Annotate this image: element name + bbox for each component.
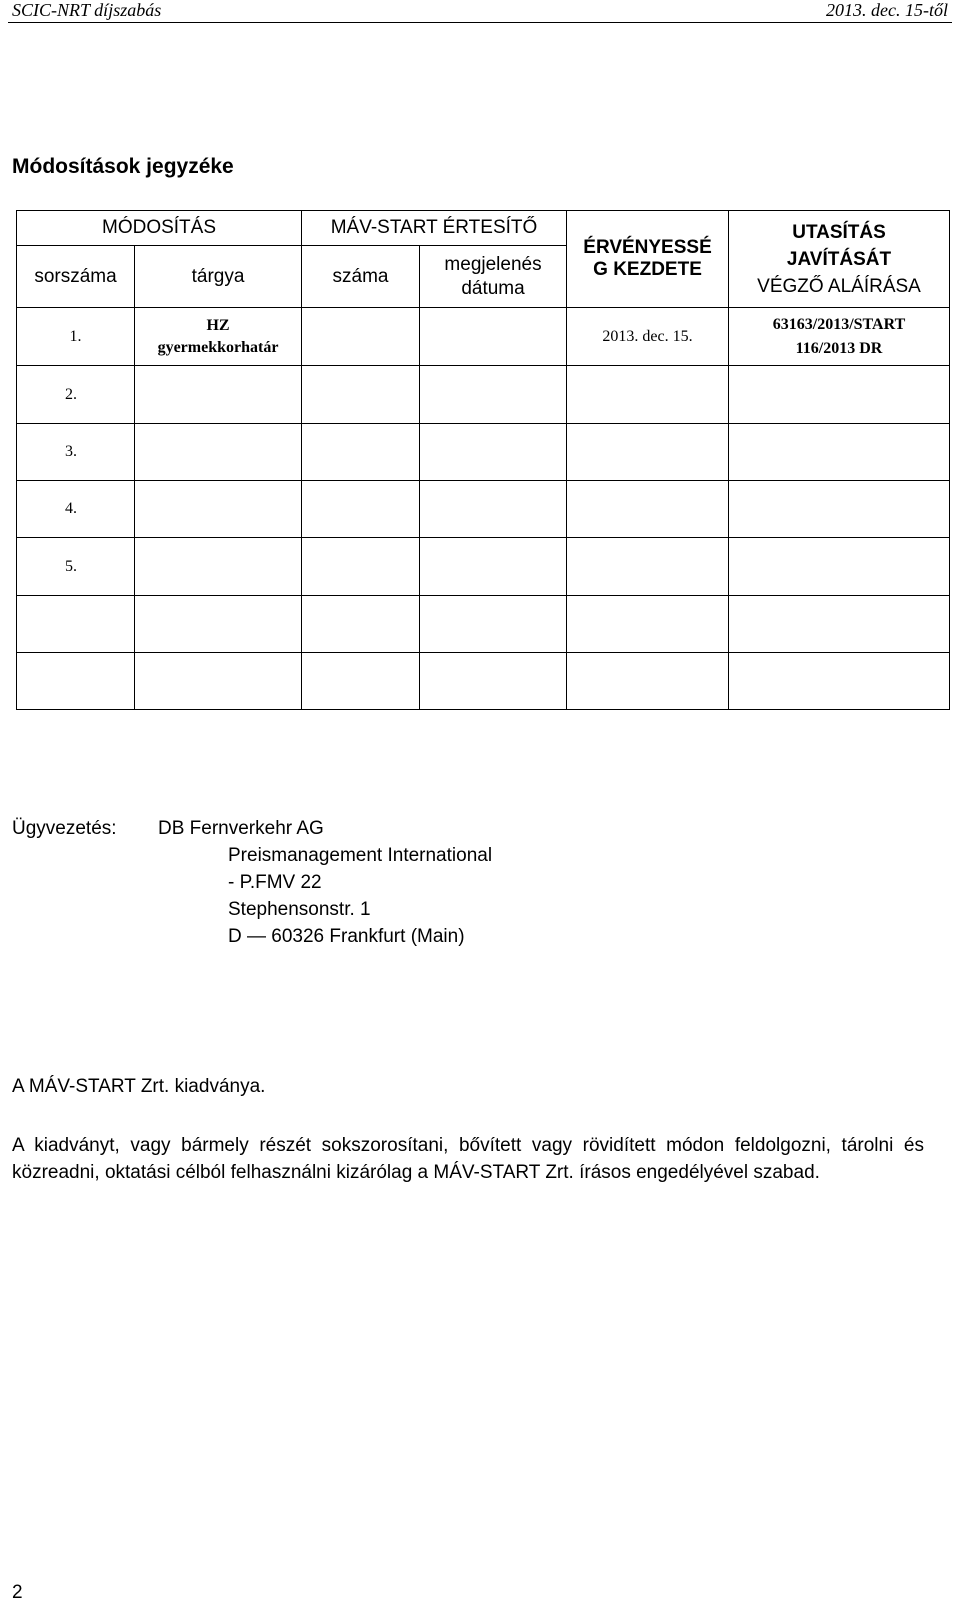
row1-targya-line1: HZ xyxy=(206,316,230,334)
table-row xyxy=(17,308,950,366)
table-row xyxy=(17,424,950,481)
management-label: Ügyvezetés: xyxy=(12,818,117,839)
row1-targya-line2: gyermekkorhatár xyxy=(157,338,279,356)
address-line: D — 60326 Frankfurt (Main) xyxy=(228,926,465,947)
header-utasitas-line3: VÉGZŐ ALÁÍRÁSA xyxy=(757,275,921,297)
header-megjelenes-line2: dátuma xyxy=(461,277,525,299)
copyright-notice: A kiadványt, vagy bármely részét sokszorosítani, bővített vagy rövidített módon feldolgozni, tárolni és közreadni, oktatási célból felhasználni kizárólag a MÁV-START Zrt. írásos engedélyével szabad. xyxy=(12,1135,924,1183)
header-targya: tárgya xyxy=(135,246,302,308)
changes-table xyxy=(16,210,950,710)
row3-num: 3. xyxy=(17,424,135,481)
header-szama: száma xyxy=(302,246,420,308)
row1-utasitas xyxy=(729,308,950,366)
row1-ervenyesseg: 2013. dec. 15. xyxy=(567,308,729,366)
management-address xyxy=(228,842,492,950)
header-utasitas-line1: UTASÍTÁS xyxy=(792,221,886,243)
row1-utasitas-line2: 116/2013 DR xyxy=(795,339,883,357)
table-row xyxy=(17,366,950,424)
address-line: Stephensonstr. 1 xyxy=(228,899,371,920)
header-sorszama: sorszáma xyxy=(17,246,135,308)
header-utasitas xyxy=(729,211,950,308)
row1-num: 1. xyxy=(17,308,135,366)
page-number: 2 xyxy=(12,1582,23,1603)
row1-targya xyxy=(135,308,302,366)
header-ervenyesseg-line2: G KEZDETE xyxy=(593,259,702,280)
page-header xyxy=(8,0,952,23)
address-line: Preismanagement International xyxy=(228,845,493,866)
header-ervenyesseg xyxy=(567,211,729,308)
table-row xyxy=(17,596,950,653)
table-row xyxy=(17,653,950,710)
publisher-line: A MÁV-START Zrt. kiadványa. xyxy=(12,1076,266,1097)
row2-num: 2. xyxy=(17,366,135,424)
header-megjelenes-line1: megjelenés xyxy=(444,253,542,275)
header-ertesito: MÁV-START ÉRTESÍTŐ xyxy=(302,211,567,246)
address-line: - P.FMV 22 xyxy=(228,872,322,893)
row1-megjelenes xyxy=(420,308,567,366)
header-utasitas-line2: JAVÍTÁSÁT xyxy=(786,248,892,270)
management-company: DB Fernverkehr AG xyxy=(158,818,324,839)
row1-szama xyxy=(302,308,420,366)
row1-utasitas-line1: 63163/2013/START xyxy=(772,315,906,333)
header-ervenyesseg-line1: ÉRVÉNYESSÉ xyxy=(583,237,712,258)
document-title: Módosítások jegyzéke xyxy=(12,155,234,178)
row4-num: 4. xyxy=(17,481,135,538)
header-megjelenes xyxy=(420,246,567,308)
header-modositas: MÓDOSÍTÁS xyxy=(17,211,302,246)
table-row xyxy=(17,538,950,596)
row5-num: 5. xyxy=(17,538,135,596)
header-right: 2013. dec. 15-től xyxy=(826,0,948,20)
table-row xyxy=(17,481,950,538)
header-left: SCIC-NRT díjszabás xyxy=(12,0,162,20)
